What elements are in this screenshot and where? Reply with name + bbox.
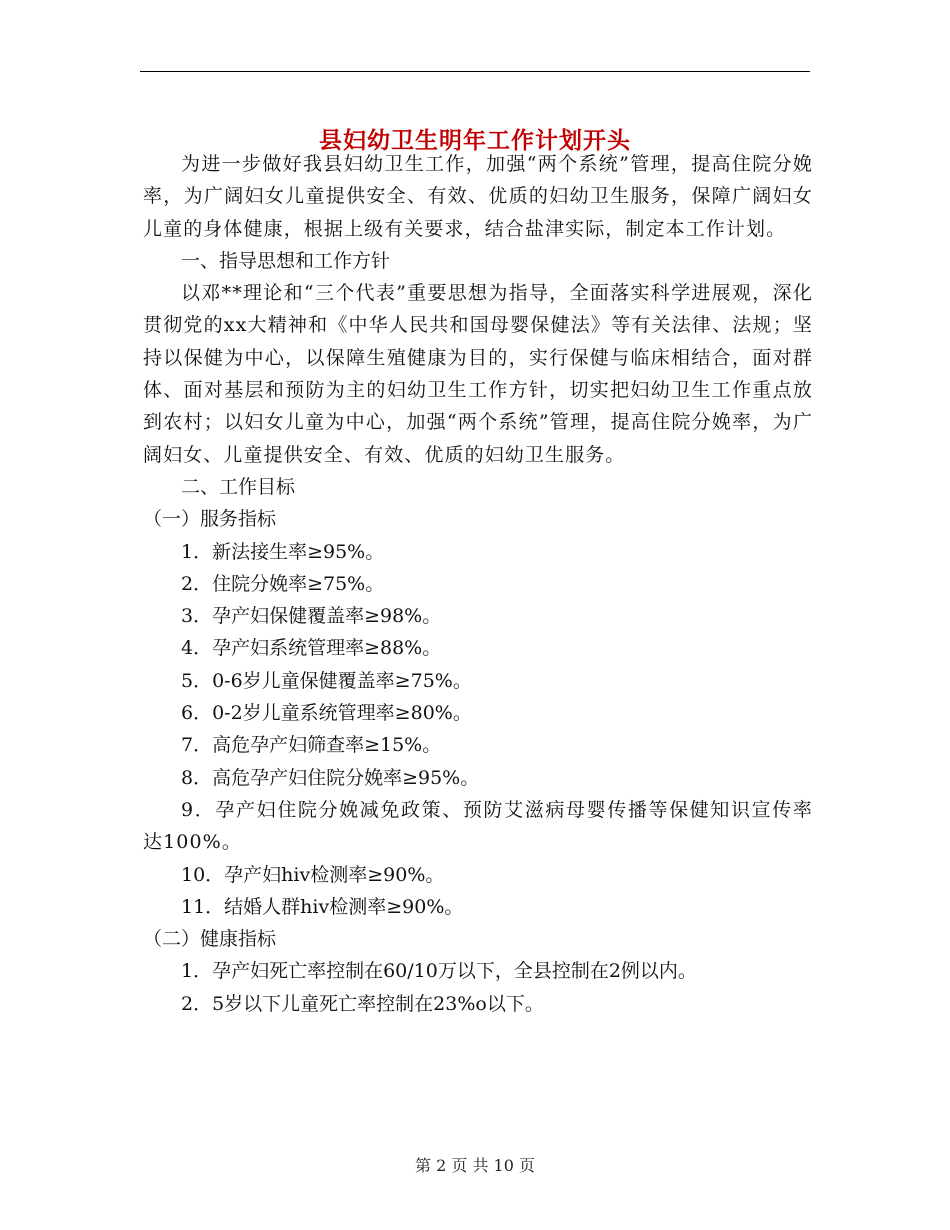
header-rule (140, 71, 810, 72)
document-title: 县妇幼卫生明年工作计划开头 (319, 127, 631, 155)
health-indicator-item: 1．孕产妇死亡率控制在60/10万以下，全县控制在2例以内。 (181, 960, 697, 983)
document-body (143, 148, 813, 1020)
intro-paragraph: 为进一步做好我县妇幼卫生工作，加强“两个系统”管理，提高住院分娩率，为广阔妇女儿童提供安全、有效、优质的妇幼卫生服务，保障广阔妇女儿童的身体健康，根据上级有关要求，结合盐津实际，制定本工作计划。 (143, 153, 813, 240)
service-indicator-item: 2．住院分娩率≥75%。 (181, 572, 385, 595)
service-indicator-item: 8．高危孕产妇住院分娩率≥95%。 (181, 766, 480, 789)
service-indicator-item: 3．孕产妇保健覆盖率≥98%。 (181, 605, 442, 628)
section-heading-guiding-principles: 一、指导思想和工作方针 (181, 249, 391, 272)
service-indicator-item: 6．0-2岁儿童系统管理率≥80%。 (181, 702, 472, 725)
page-number: 第 2 页 共 10 页 (415, 1156, 535, 1175)
health-indicator-item: 2．5岁以下儿童死亡率控制在23%o以下。 (181, 992, 544, 1015)
subsection-heading-service-indicators: （一）服务指标 (143, 508, 277, 531)
section-heading-work-goals: 二、工作目标 (181, 475, 296, 498)
service-indicator-item: 11．结婚人群hiv检测率≥90%。 (181, 895, 464, 918)
service-indicator-item: 7．高危孕产妇筛查率≥15%。 (181, 734, 442, 757)
service-indicator-item: 1．新法接生率≥95%。 (181, 540, 385, 563)
guiding-principles-paragraph: 以邓**理论和“三个代表”重要思想为指导，全面落实科学进展观，深化贯彻党的xx大精神和《中华人民共和国母婴保健法》等有关法律、法规；坚持以保健为中心，以保障生殖健康为目的，实行保健与临床相结合，面对群体、面对基层和预防为主的妇幼卫生工作方针，切实把妇幼卫生工作重点放到农村；以妇女儿童为中心，加强“两个系统”管理，提高住院分娩率，为广阔妇女、儿童提供安全、有效、优质的妇幼卫生服务。 (143, 282, 813, 466)
service-indicator-item: 5．0-6岁儿童保健覆盖率≥75%。 (181, 669, 472, 692)
service-indicator-item: 10．孕产妇hiv检测率≥90%。 (181, 863, 445, 886)
subsection-heading-health-indicators: （二）健康指标 (143, 928, 277, 951)
service-indicator-item: 9．孕产妇住院分娩减免政策、预防艾滋病母婴传播等保健知识宣传率达100%。 (143, 798, 813, 854)
service-indicator-item: 4．孕产妇系统管理率≥88%。 (181, 637, 442, 660)
